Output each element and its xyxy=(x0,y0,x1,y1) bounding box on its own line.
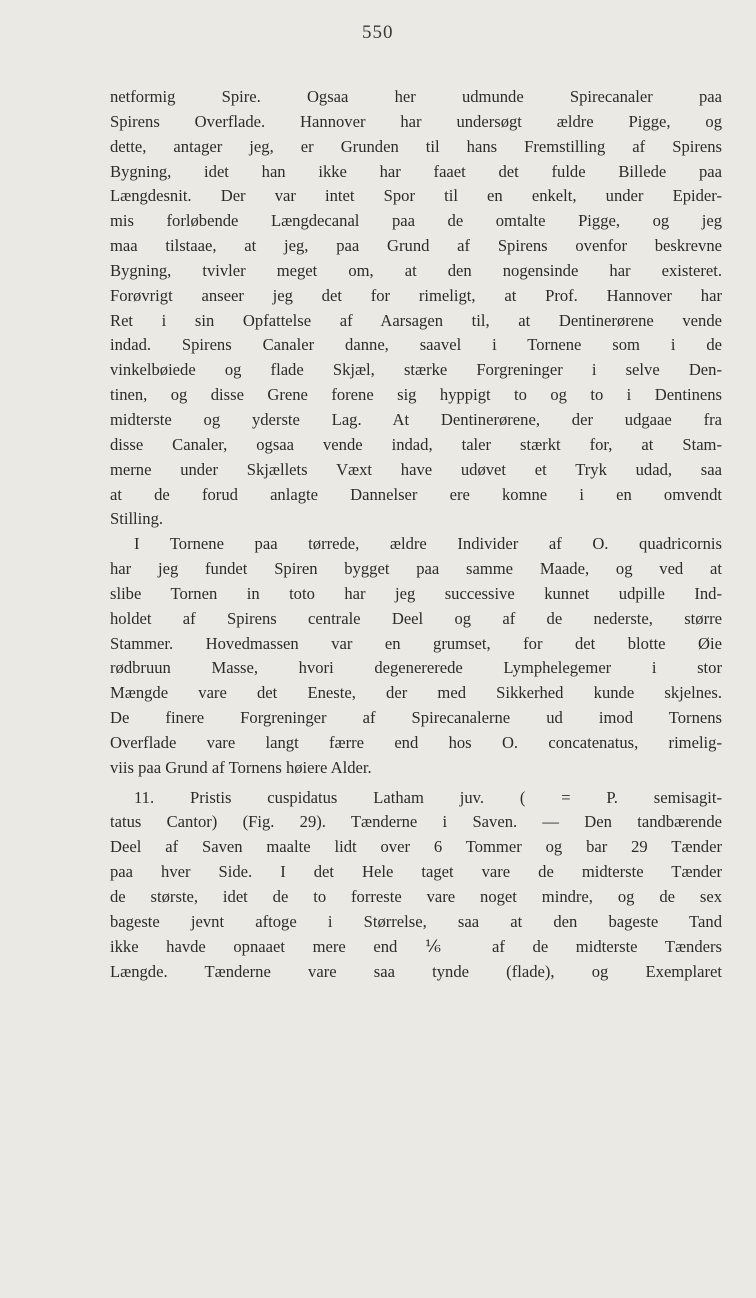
text-line: tatus Cantor) (Fig. 29). Tænderne i Saven. — Den tandbærende xyxy=(110,812,722,832)
text-line: Længde. Tænderne vare saa tynde (flade), og Exemplaret xyxy=(110,961,722,981)
text-line: har jeg fundet Spiren bygget paa samme Maade, og ved at xyxy=(110,559,722,579)
text-line: mis forløbende Længdecanal paa de omtalte Pigge, og jeg xyxy=(110,211,722,231)
text-line: tinen, og disse Grene forene sig hyppigt to og to i Dentinens xyxy=(110,385,722,405)
text-line: netformig Spire. Ogsaa her udmunde Spirecanaler paa xyxy=(110,87,722,106)
section-heading-line: 11. Pristis cuspidatus Latham juv. ( = P. semisagit- xyxy=(134,787,722,807)
paragraph-start-line: I Tornene paa tørrede, ældre Individer af O. quadricornis xyxy=(134,534,722,554)
text-line: rødbruun Masse, hvori degenererede Lymphelegemer i stor xyxy=(110,658,722,678)
text-line: bageste jevnt aftoge i Størrelse, saa at den bageste Tand xyxy=(110,911,722,931)
paragraph-end-line: Stilling. xyxy=(110,509,164,529)
text-line: vinkelbøiede og flade Skjæl, stærke Forgreninger i selve Den- xyxy=(110,360,722,380)
text-line: slibe Tornen in toto har jeg successive kunnet udpille Ind- xyxy=(110,583,722,603)
text-line: ikke havde opnaaet mere end ⅙ af de midterste Tænders xyxy=(110,936,722,956)
paragraph-end-line: viis paa Grund af Tornens høiere Alder. xyxy=(110,757,372,777)
body-text xyxy=(110,85,722,984)
text-line: Spirens Overflade. Hannover har undersøgt ældre Pigge, og xyxy=(110,111,722,131)
text-line: Ret i sin Opfattelse af Aarsagen til, at Dentinerørene vende xyxy=(110,310,722,330)
text-line: maa tilstaae, at jeg, paa Grund af Spirens ovenfor beskrevne xyxy=(110,236,722,256)
text-line: De finere Forgreninger af Spirecanalerne ud imod Tornens xyxy=(110,708,722,728)
text-line: indad. Spirens Canaler danne, saavel i Tornene som i de xyxy=(110,335,722,355)
text-line: holdet af Spirens centrale Deel og af de nederste, større xyxy=(110,608,722,628)
text-line: paa hver Side. I det Hele taget vare de midterste Tænder xyxy=(110,862,722,882)
text-line: de største, idet de to forreste vare noget mindre, og de sex xyxy=(110,887,722,906)
text-line: merne under Skjællets Væxt have udøvet et Tryk udad, saa xyxy=(110,459,722,479)
page-number: 550 xyxy=(362,22,394,43)
text-line: disse Canaler, ogsaa vende indad, taler stærkt for, at Stam- xyxy=(110,434,722,454)
text-line: Mængde vare det Eneste, der med Sikkerhed kunde skjelnes. xyxy=(110,683,722,703)
text-line: dette, antager jeg, er Grunden til hans Fremstilling af Spirens xyxy=(110,136,722,156)
text-line: Overflade vare langt færre end hos O. concatenatus, rimelig- xyxy=(110,732,722,752)
text-line: Bygning, idet han ikke har faaet det fulde Billede paa xyxy=(110,161,722,181)
text-line: Bygning, tvivler meget om, at den nogensinde har existeret. xyxy=(110,260,722,280)
text-line: Stammer. Hovedmassen var en grumset, for det blotte Øie xyxy=(110,633,722,653)
text-line: Længdesnit. Der var intet Spor til en enkelt, under Epider- xyxy=(110,186,722,206)
text-line: at de forud anlagte Dannelser ere komne i en omvendt xyxy=(110,484,722,504)
text-line: Forøvrigt anseer jeg det for rimeligt, at Prof. Hannover har xyxy=(110,285,722,305)
text-line: Deel af Saven maalte lidt over 6 Tommer og bar 29 Tænder xyxy=(110,837,722,857)
text-line: midterste og yderste Lag. At Dentinerørene, der udgaae fra xyxy=(110,409,722,429)
